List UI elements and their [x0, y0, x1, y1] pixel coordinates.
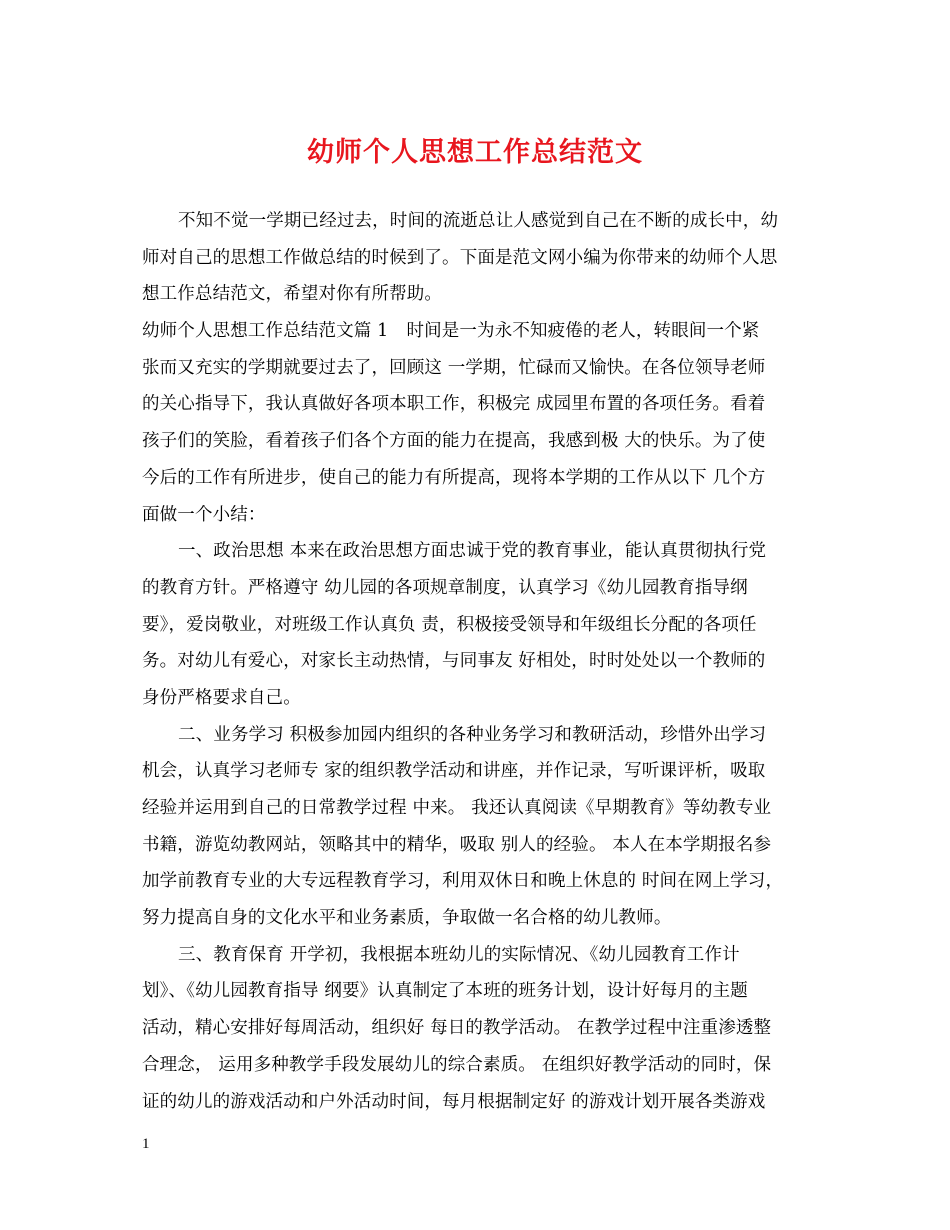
- text-line: 今后的工作有所进步，使自己的能力有所提高，现将本学期的工作从以下 几个方: [142, 467, 766, 488]
- text-line: 不知不觉一学期已经过去，时间的流逝总让人感觉到自己在不断的成长中，幼: [178, 211, 779, 231]
- text-line: 二、业务学习 积极参加园内组织的各种业务学习和教研活动，珍惜外出学习: [178, 724, 767, 745]
- text-line: 的教育方针。严格遵守 幼儿园的各项规章制度，认真学习《幼儿园教育指导纲: [142, 577, 748, 598]
- text-line: 经验并运用到自己的日常教学过程 中来。 我还认真阅读《早期教育》等幼教专业: [142, 798, 772, 818]
- text-line: 一、政治思想 本来在政治思想方面忠诚于党的教育事业，能认真贯彻执行党: [178, 541, 767, 562]
- text-line: 的关心指导下，我认真做好各项本职工作，积极完 成园里布置的各项任务。看着: [142, 394, 766, 415]
- text-line-continuation: 时间是一为永不知疲倦的老人，转眼间一个紧: [406, 321, 760, 342]
- text-line: 机会，认真学习老师专 家的组织教学活动和讲座，并作记录，写听课评析，吸取: [142, 761, 766, 782]
- text-line-with-heading: [142, 313, 810, 350]
- text-line: 活动，精心安排好每周活动，组织好 每日的教学活动。 在教学过程中注重渗透整: [142, 1018, 772, 1039]
- page-number: 1: [142, 1136, 150, 1152]
- section-heading: 幼师个人思想工作总结范文篇 1: [142, 321, 389, 342]
- document-title: 幼师个人思想工作总结范文: [307, 137, 643, 168]
- text-line: 务。对幼儿有爱心，对家长主动热情，与同事友 好相处，时时处处以一个教师的: [142, 651, 766, 672]
- text-line: 书籍，游览幼教网站，领略其中的精华，吸取 别人的经验。 本人在本学期报名参: [142, 834, 772, 855]
- text-line: 师对自己的思想工作做总结的时候到了。下面是范文网小编为你带来的幼师个人思: [142, 247, 778, 268]
- text-line: 张而又充实的学期就要过去了，回顾这 一学期，忙碌而又愉快。在各位领导老师: [142, 357, 766, 378]
- text-line: 想工作总结范文，希望对你有所帮助。: [142, 284, 443, 305]
- text-line: 身份严格要求自己。: [142, 687, 301, 708]
- text-line: 努力提高自身的文化水平和业务素质，争取做一名合格的幼儿教师。: [142, 908, 672, 929]
- text-line: 合理念， 运用多种教学手段发展幼儿的综合素质。 在组织好教学活动的同时，保: [142, 1054, 772, 1075]
- text-line: 要》，爱岗敬业，对班级工作认真负 责，积极接受领导和年级组长分配的各项任: [142, 614, 757, 635]
- text-line: 孩子们的笑脸，看着孩子们各个方面的能力在提高，我感到极 大的快乐。为了使: [142, 431, 766, 452]
- text-line: 面做一个小结：: [142, 504, 266, 525]
- text-line: 加学前教育专业的大专远程教育学习，利用双休日和晚上休息的 时间在网上学习，: [142, 871, 784, 892]
- text-line: 证的幼儿的游戏活动和户外活动时间，每月根据制定好 的游戏计划开展各类游戏: [142, 1091, 766, 1112]
- text-line: 三、教育保育 开学初，我根据本班幼儿的实际情况、《幼儿园教育工作计: [178, 944, 740, 965]
- document-body: [142, 203, 810, 1120]
- text-line: 划》、《幼儿园教育指导 纲要》认真制定了本班的班务计划，设计好每月的主题: [142, 981, 748, 1002]
